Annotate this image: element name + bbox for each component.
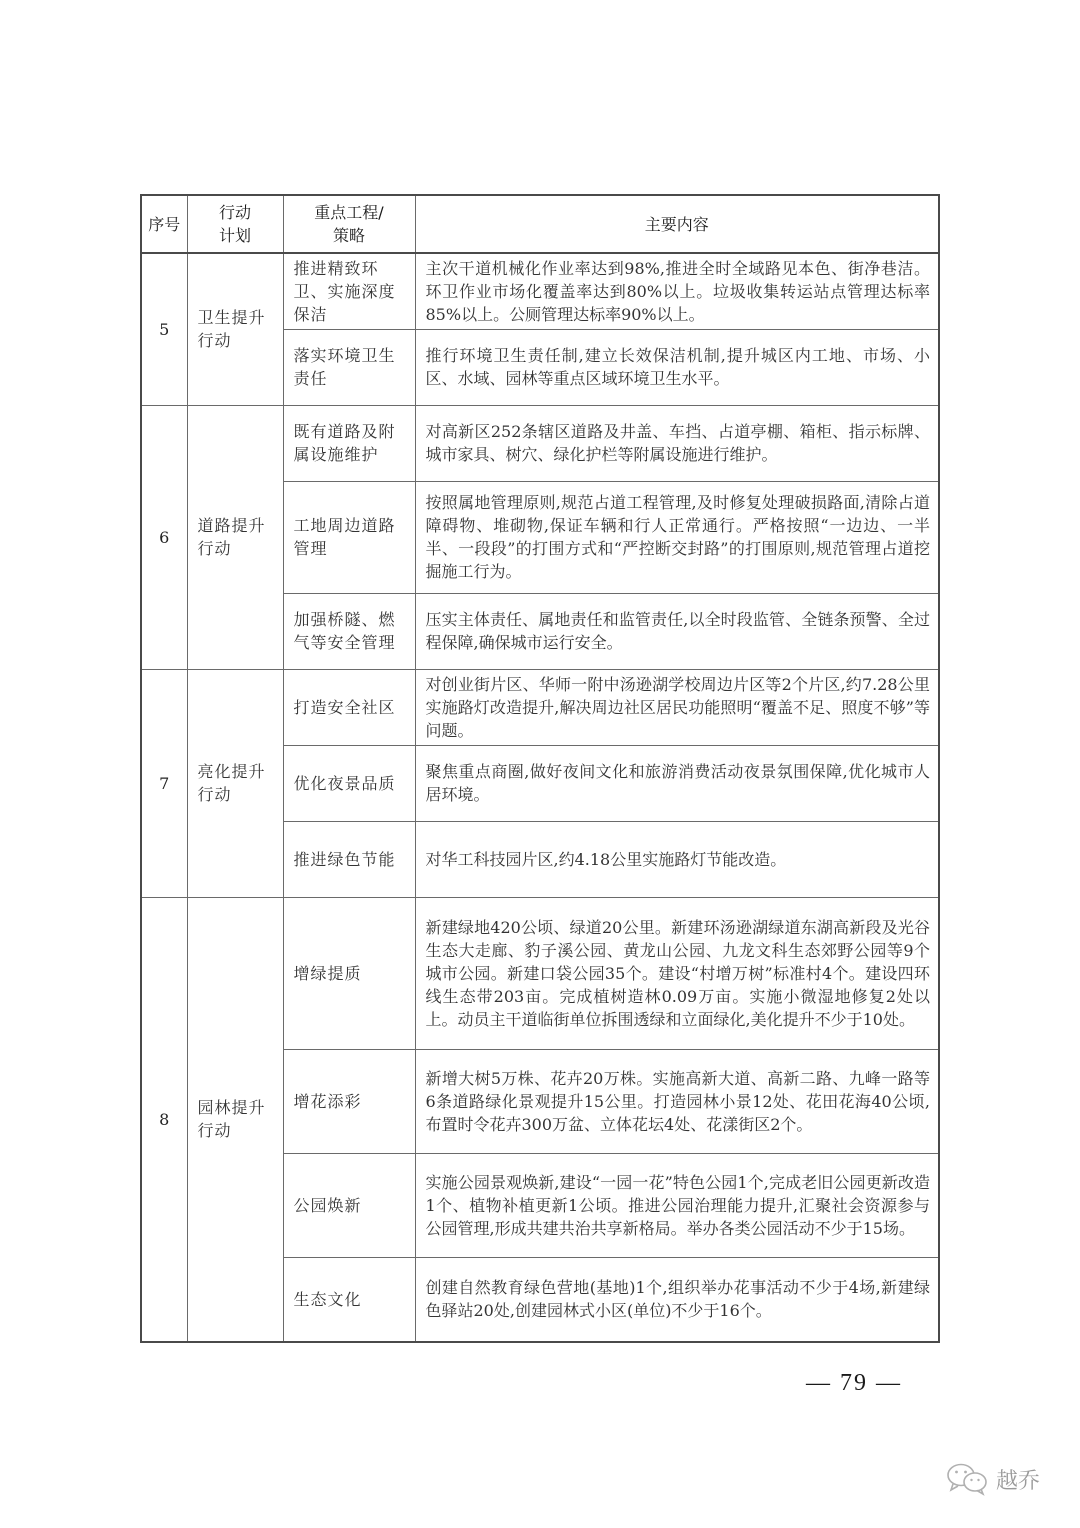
content: 主次干道机械化作业率达到98%,推进全时全域路见本色、街净巷洁。环卫作业市场化覆盖率达到80%以上。垃圾收集转运站点管理达标率85%以上。公厕管理达标率90%以上。	[415, 253, 939, 329]
header-project-line1: 重点工程/	[314, 203, 384, 222]
content: 对创业街片区、华师一附中汤逊湖学校周边片区等2个片区,约7.28公里实施路灯改造提升,解决周边社区居民功能照明“覆盖不足、照度不够”等问题。	[415, 669, 939, 745]
content: 推行环境卫生责任制,建立长效保洁机制,提升城区内工地、市场、小区、水域、园林等重点区域环境卫生水平。	[415, 329, 939, 405]
project: 既有道路及附属设施维护	[283, 405, 415, 481]
action-plan: 园林提升行动	[187, 897, 283, 1342]
row-number: 5	[141, 253, 187, 405]
page-number: — 79 —	[806, 1370, 902, 1396]
content: 压实主体责任、属地责任和监管责任,以全时段监管、全链条预警、全过程保障,确保城市运行安全。	[415, 593, 939, 669]
project: 推进精致环卫、实施深度保洁	[283, 253, 415, 329]
project: 增花添彩	[283, 1049, 415, 1153]
action-plan: 道路提升行动	[187, 405, 283, 669]
content: 按照属地管理原则,规范占道工程管理,及时修复处理破损路面,清除占道障碍物、堆砌物,保证车辆和行人正常通行。严格按照“一边边、一半半、一段段”的打围方式和“严控断交封路”的打围原则,规范管理占道挖掘施工行为。	[415, 481, 939, 593]
table-header-row	[141, 195, 939, 253]
project: 生态文化	[283, 1257, 415, 1342]
content: 聚焦重点商圈,做好夜间文化和旅游消费活动夜景氛围保障,优化城市人居环境。	[415, 745, 939, 821]
content: 创建自然教育绿色营地(基地)1个,组织举办花事活动不少于4场,新建绿色驿站20处,创建园林式小区(单位)不少于16个。	[415, 1257, 939, 1342]
header-project	[283, 195, 415, 253]
header-no: 序号	[141, 195, 187, 253]
header-project-line2: 策略	[332, 226, 365, 245]
row-number: 7	[141, 669, 187, 897]
project: 优化夜景品质	[283, 745, 415, 821]
project: 公园焕新	[283, 1153, 415, 1257]
row-number: 8	[141, 897, 187, 1342]
action-plan-table	[140, 194, 940, 1343]
header-plan	[187, 195, 283, 253]
table-row	[141, 897, 939, 1049]
table-row	[141, 405, 939, 481]
table-row	[141, 253, 939, 329]
header-plan-line1: 行动	[218, 203, 251, 222]
project: 打造安全社区	[283, 669, 415, 745]
content: 新增大树5万株、花卉20万株。实施高新大道、高新二路、九峰一路等6条道路绿化景观提升15公里。打造园林小景12处、花田花海40公顷,布置时令花卉300万盆、立体花坛4处、花漾街区2个。	[415, 1049, 939, 1153]
watermark-label: 越乔	[996, 1468, 1041, 1494]
project: 加强桥隧、燃气等安全管理	[283, 593, 415, 669]
watermark	[946, 1462, 1040, 1496]
action-plan: 卫生提升行动	[187, 253, 283, 405]
content: 新建绿地420公顷、绿道20公里。新建环汤逊湖绿道东湖高新段及光谷生态大走廊、豹子溪公园、黄龙山公园、九龙文科生态郊野公园等9个城市公园。新建口袋公园35个。建设“村增万树”标准村4个。建设四环线生态带203亩。完成植树造林0.09万亩。实施小微湿地修复2处以上。动员主干道临街单位拆围透绿和立面绿化,美化提升不少于10处。	[415, 897, 939, 1049]
header-plan-line2: 计划	[218, 226, 251, 245]
content: 对高新区252条辖区道路及井盖、车挡、占道亭棚、箱柜、指示标牌、城市家具、树穴、绿化护栏等附属设施进行维护。	[415, 405, 939, 481]
row-number: 6	[141, 405, 187, 669]
header-content: 主要内容	[415, 195, 939, 253]
project: 增绿提质	[283, 897, 415, 1049]
table-row	[141, 669, 939, 745]
wechat-icon	[946, 1462, 990, 1496]
project: 工地周边道路管理	[283, 481, 415, 593]
action-plan: 亮化提升行动	[187, 669, 283, 897]
content: 对华工科技园片区,约4.18公里实施路灯节能改造。	[415, 821, 939, 897]
content: 实施公园景观焕新,建设“一园一花”特色公园1个,完成老旧公园更新改造1个、植物补植更新1公顷。推进公园治理能力提升,汇聚社会资源参与公园管理,形成共建共治共享新格局。举办各类公园活动不少于15场。	[415, 1153, 939, 1257]
project: 落实环境卫生责任	[283, 329, 415, 405]
project: 推进绿色节能	[283, 821, 415, 897]
